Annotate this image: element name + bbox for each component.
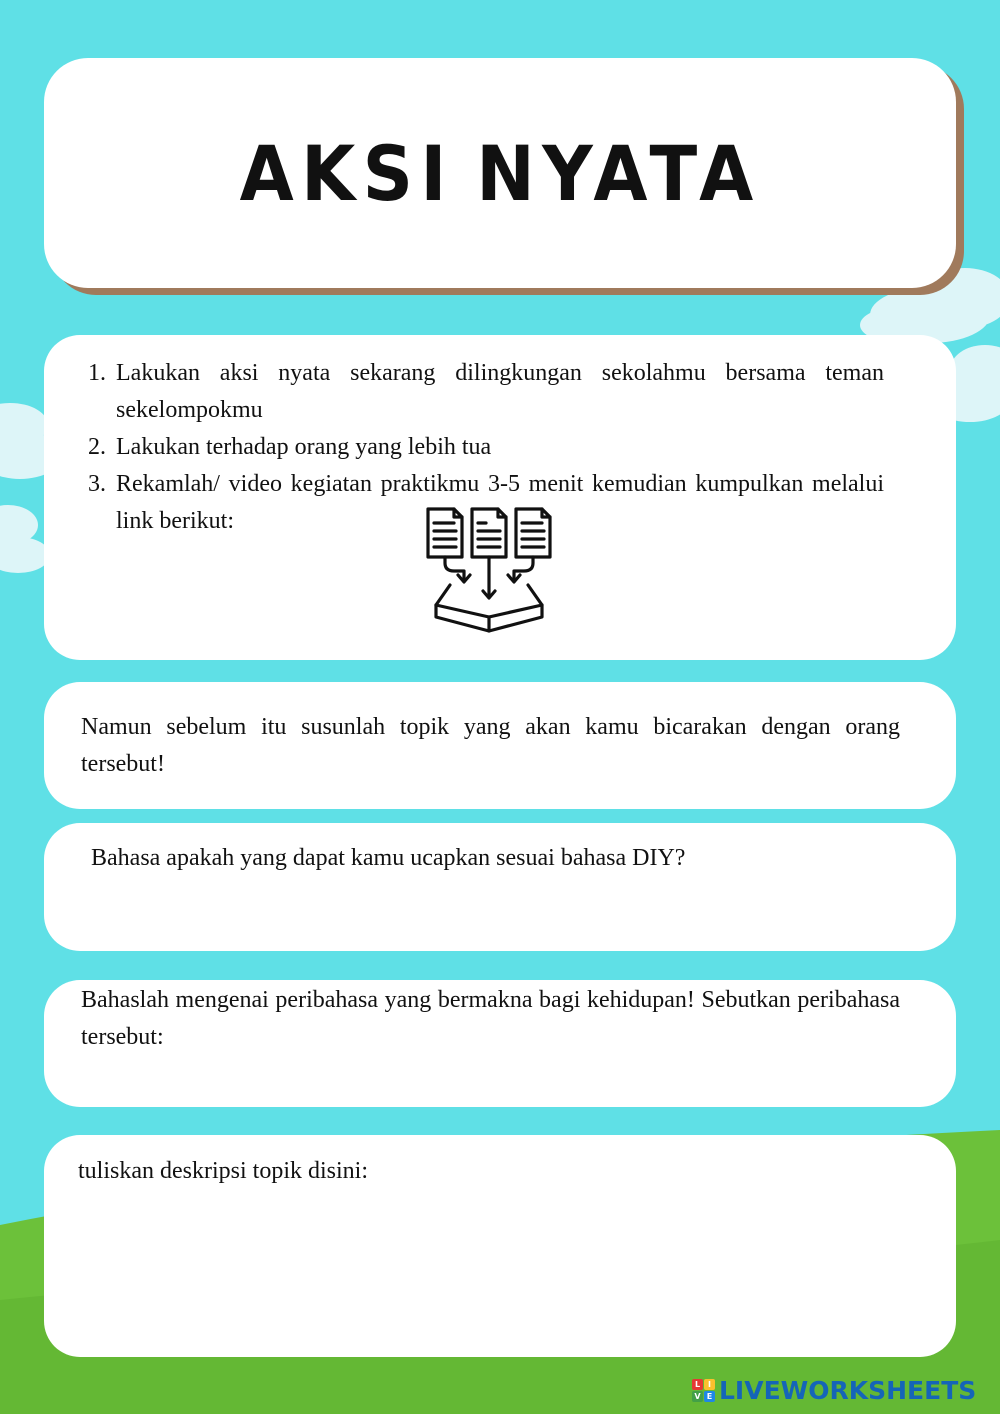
description-prompt: tuliskan deskripsi topik disini:: [78, 1158, 369, 1184]
language-card[interactable]: [44, 823, 956, 951]
proverb-prompt: Bahaslah mengenai peribahasa yang bermakna bagi kehidupan! Sebutkan peribahasa tersebut:: [81, 987, 900, 1050]
language-prompt: Bahasa apakah yang dapat kamu ucapkan sesuai bahasa DIY?: [91, 845, 686, 871]
page-title: AKSI NYATA: [239, 128, 761, 218]
live-logo-icon: L I V E: [692, 1379, 715, 1402]
topic-card: [44, 682, 956, 809]
brand-name: LIVEWORKSHEETS: [719, 1375, 977, 1405]
description-card[interactable]: [44, 1135, 956, 1357]
instructions-card: [44, 335, 956, 660]
instruction-item: 3. Rekamlah/ video kegiatan praktikmu 3-5 menit kemudian kumpulkan melalui link berikut:: [112, 466, 884, 540]
topic-prompt: Namun sebelum itu susunlah topik yang akan kamu bicarakan dengan orang tersebut!: [81, 714, 900, 777]
instruction-item: 1. Lakukan aksi nyata sekarang dilingkungan sekolahmu bersama teman sekelompokmu: [112, 355, 884, 429]
liveworksheets-logo: [692, 1374, 976, 1406]
documents-merge-icon: [424, 505, 554, 637]
proverb-card[interactable]: [44, 980, 956, 1107]
instruction-item: 2. Lakukan terhadap orang yang lebih tua: [112, 429, 884, 466]
title-card: [44, 58, 956, 288]
